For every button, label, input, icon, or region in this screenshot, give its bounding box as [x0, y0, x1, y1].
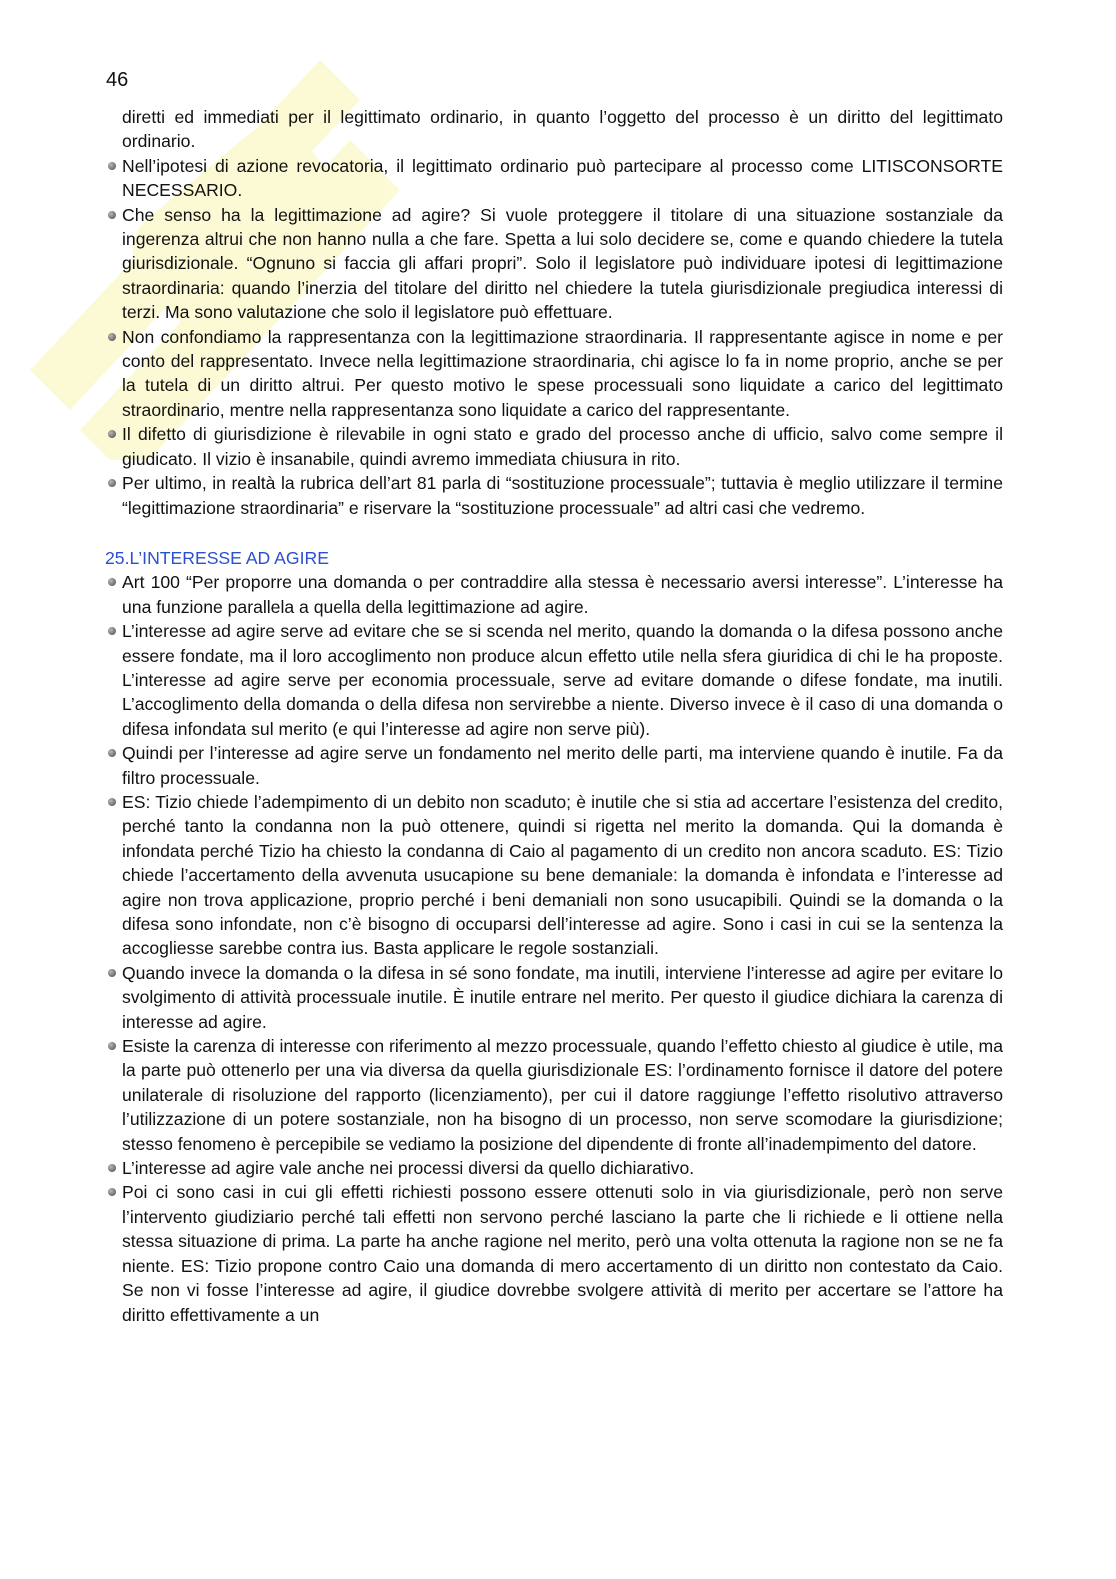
bullet-paragraph: L’interesse ad agire serve ad evitare che se si scenda nel merito, quando la domanda o la difesa possono anche essere fondate, ma il loro accoglimento non produce alcun effetto utile nella sfera giuridica di chi le ha proposte. L’interesse ad agire serve per economia processuale, serve ad evitare domande o difese fondate, ma inutili. L’accoglimento della domanda o della difesa non servirebbe a niente. Diverso invece è il caso di una domanda o difesa infondata sul merito (e qui l’interesse ad agire non serve più). [122, 619, 1003, 741]
bullet-paragraph: L’interesse ad agire vale anche nei processi diversi da quello dichiarativo. [122, 1156, 1003, 1180]
bullet-paragraph: Per ultimo, in realtà la rubrica dell’art 81 parla di “sostituzione processuale”; tuttavia è meglio utilizzare il termine “legittimazione straordinaria” e riservare la “sostituzione processuale” ad altri casi che vedremo. [122, 471, 1003, 520]
bullet-paragraph: Quando invece la domanda o la difesa in sé sono fondate, ma inutili, interviene l’interesse ad agire per evitare lo svolgimento di attività processuale inutile. È inutile entrare nel merito. Per questo il giudice dichiara la carenza di interesse ad agire. [122, 961, 1003, 1034]
bullet-paragraph: Art 100 “Per proporre una domanda o per contraddire alla stessa è necessario aversi interesse”. L’interesse ha una funzione parallela a quella della legittimazione ad agire. [122, 570, 1003, 619]
bullet-paragraph: Esiste la carenza di interesse con riferimento al mezzo processuale, quando l’effetto chiesto al giudice è utile, ma la parte può ottenerlo per una via diversa da quella giurisdizionale ES: l’ordinamento fornisce il datore del potere unilaterale di risoluzione del rapporto (licenziamento), per cui il datore raggiunge l’effetto risolutivo attraverso l’utilizzazione di un potere sostanziale, non ha bisogno di un processo, non serve scomodare la giurisdizione; stesso fenomeno è percepibile se vediamo la posizione del dipendente di fronte all’inadempimento del datore. [122, 1034, 1003, 1156]
bullet-paragraph: Poi ci sono casi in cui gli effetti richiesti possono essere ottenuti solo in via giurisdizionale, però non serve l’intervento giudiziario perché tali effetti non servono perché lasciano la parte che li richiede e li ottiene nella stessa situazione di prima. La parte ha anche ragione nel merito, però una volta ottenuta la ragione non se ne fa niente. ES: Tizio propone contro Caio una domanda di mero accertamento di un diritto non contestato da Caio. Se non vi fosse l’interesse ad agire, il giudice dovrebbe svolgere attività di merito per accertare se l’attore ha diritto effettivamente a un [122, 1180, 1003, 1326]
section-heading: 25.L’INTERESSE AD AGIRE [105, 547, 329, 568]
paragraph: diretti ed immediati per il legittimato ordinario, in quanto l’oggetto del processo è un diritto del legittimato ordinario. [122, 107, 1003, 152]
paragraphs-after-section [122, 570, 1003, 1327]
bullet-paragraph: Quindi per l’interesse ad agire serve un fondamento nel merito delle parti, ma interviene quando è inutile. Fa da filtro processuale. [122, 741, 1003, 790]
paragraphs-before-section [122, 105, 1003, 520]
document-body [105, 105, 1003, 1327]
bullet-paragraph: Il difetto di giurisdizione è rilevabile in ogni stato e grado del processo anche di ufficio, salvo come sempre il giudicato. Il vizio è insanabile, quindi avremo immediata chiusura in rito. [122, 422, 1003, 471]
bullet-paragraph: ES: Tizio chiede l’adempimento di un debito non scaduto; è inutile che si stia ad accertare l’esistenza del credito, perché tanto la condanna non la può ottenere, quindi si rigetta nel merito la domanda. Qui la domanda è infondata perché Tizio ha chiesto la condanna di Caio al pagamento di un credito non ancora scaduto. ES: Tizio chiede l’accertamento della avvenuta usucapione su bene demaniale: la domanda è infondata e l’interesse ad agire non trova applicazione, proprio perché i beni demaniali non sono usucapibili. Quindi se la domanda o la difesa sono infondate, non c’è bisogno di occuparsi dell’interesse ad agire. Sono i casi in cui se la sentenza la accogliesse sarebbe contra ius. Basta applicare le regole sostanziali. [122, 790, 1003, 961]
page-number: 46 [106, 69, 129, 91]
bullet-paragraph: Che senso ha la legittimazione ad agire? Si vuole proteggere il titolare di una situazione sostanziale da ingerenza altrui che non hanno nulla a che fare. Spetta a lui solo decidere se, come e quando chiedere la tutela giurisdizionale. “Ognuno si faccia gli affari propri”. Solo il legislatore può individuare ipotesi di legittimazione straordinaria: quando l’inerzia del titolare del diritto nel chiedere la tutela giurisdizionale pregiudica interessi di terzi. Ma sono valutazione che solo il legislatore può effettuare. [122, 203, 1003, 325]
bullet-paragraph: Nell’ipotesi di azione revocatoria, il legittimato ordinario può partecipare al processo come LITISCONSORTE NECESSARIO. [122, 154, 1003, 203]
bullet-paragraph: Non confondiamo la rappresentanza con la legittimazione straordinaria. Il rappresentante agisce in nome e per conto del rappresentato. Invece nella legittimazione straordinaria, chi agisce lo fa in nome proprio, anche se per la tutela di un diritto altrui. Per questo motivo le spese processuali sono liquidate a carico del legittimato straordinario, mentre nella rappresentanza sono liquidate a carico del rappresentante. [122, 325, 1003, 423]
